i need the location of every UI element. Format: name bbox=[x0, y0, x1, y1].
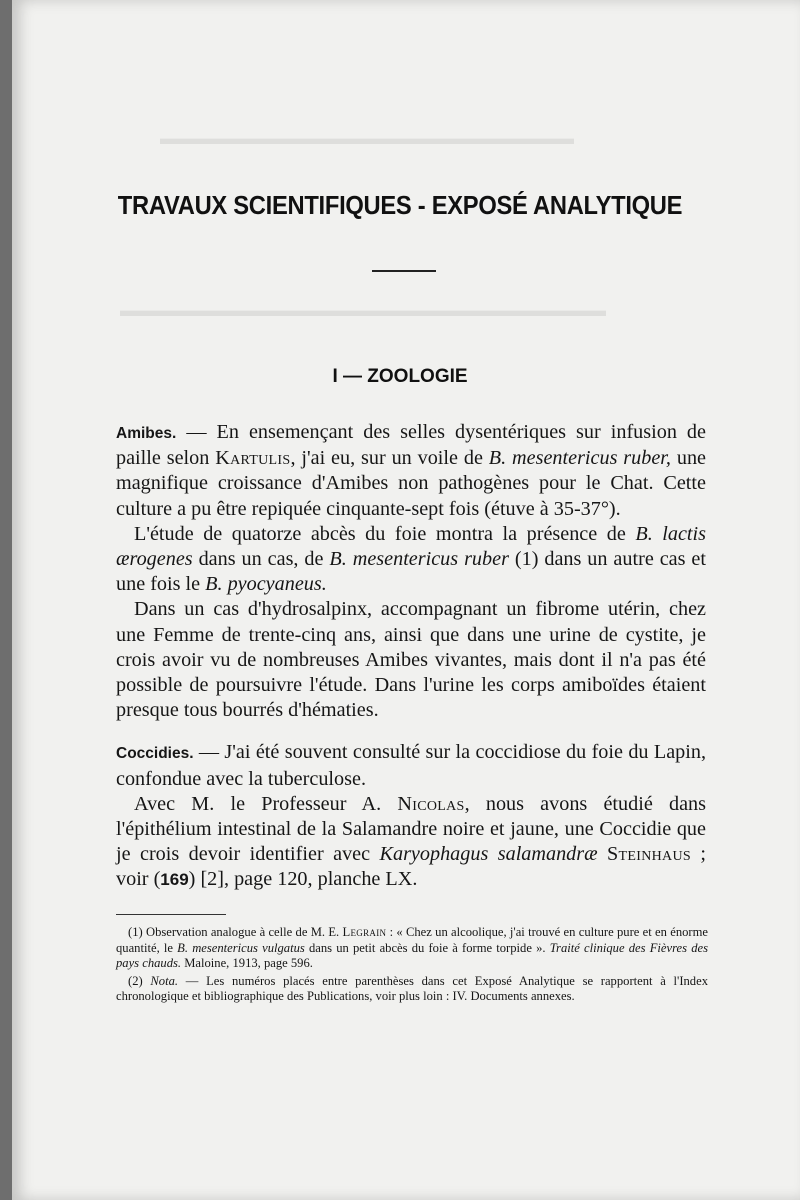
bleed-through-texture: ▬▬▬▬▬▬▬▬▬▬▬▬▬▬▬▬▬▬▬▬▬▬▬▬▬▬▬ bbox=[120, 300, 606, 320]
title-divider bbox=[372, 270, 436, 272]
reference-number: 169 bbox=[160, 870, 189, 890]
paragraph-amibes: Amibes. — En ensemençant des selles dysentériques sur infusion de paille selon Kartulis, j'ai eu, sur un voile de B. mesentericus ruber, une magnifique croissance d'Amibes non pathogènes pour le Chat. Cette culture a pu être repiquée cinquante-sept fois (étuve à 35-37°). bbox=[116, 421, 707, 520]
main-text bbox=[116, 420, 706, 893]
footnote-1: (1) Observation analogue à celle de M. E. Legrain : « Chez un alcoolique, j'ai trouvé en culture pure et en énorme quantité, le B. mesentericus vulgatus dans un petit abcès du foie à forme torpide ». Traité clinique des Fièvres des pays chauds. Maloine, 1913, page 596. bbox=[116, 925, 708, 971]
footnotes bbox=[116, 925, 708, 1007]
lead-coccidies: Coccidies. bbox=[116, 745, 194, 763]
species-name: B. lactis ærogenes bbox=[116, 522, 707, 571]
author-name: Steinhaus bbox=[607, 843, 691, 866]
paragraph-salamandre: Avec M. le Professeur A. Nicolas, nous avons étudié dans l'épithélium intestinal de la Salamandre noire et jaune, une Coccidie que je crois devoir identifier avec Karyophagus salamandræ Steinhaus ; voir (169) [2], page 120, planche LX. bbox=[116, 792, 706, 891]
footnote-divider bbox=[116, 914, 226, 915]
species-name: B. mesentericus ruber bbox=[329, 548, 509, 571]
species-name: Karyophagus salamandræ bbox=[379, 843, 598, 866]
species-name: B. mesentericus ruber, bbox=[488, 447, 671, 470]
nota-label: Nota. bbox=[150, 973, 179, 988]
species-name: B. pyocyaneus. bbox=[205, 573, 327, 596]
author-name: Legrain bbox=[342, 925, 387, 939]
book-title: Traité clinique des Fièvres des pays chauds. bbox=[116, 940, 708, 971]
page-title: TRAVAUX SCIENTIFIQUES - EXPOSÉ ANALYTIQUE bbox=[117, 192, 683, 220]
section-heading: I — ZOOLOGIE bbox=[332, 366, 468, 387]
footnote-2: (2) Nota. — Les numéros placés entre parenthèses dans cet Exposé Analytique se rapportent à l'Index chronologique et bibliographique des Publications, voir plus loin : IV. Documents annexes. bbox=[116, 973, 708, 1004]
author-name: Nicolas bbox=[397, 792, 465, 815]
paragraph-coccidies: Coccidies. — J'ai été souvent consulté sur la coccidiose du foie du Lapin, confondue avec la tuberculose. bbox=[116, 741, 706, 790]
author-name: Kartulis bbox=[215, 447, 291, 470]
lead-amibes: Amibes. bbox=[116, 425, 177, 442]
paragraph-hydrosalpinx: Dans un cas d'hydrosalpinx, accompagnant un fibrome utérin, chez une Femme de trente-cinq ans, ainsi que dans une urine de cystite, je crois avoir vu de nombreuses Amibes vivantes, mais dont il n'a pas été possible de poursuivre l'étude. Dans l'urine les corps amiboïdes étaient presque tous bourrés d'hématies. bbox=[116, 598, 706, 722]
paragraph-abces: L'étude de quatorze abcès du foie montra la présence de B. lactis ærogenes dans un cas, de B. mesentericus ruber (1) dans un autre cas et une fois le B. pyocyaneus. bbox=[116, 522, 707, 596]
bleed-through-texture: ▬▬▬▬▬▬▬▬▬▬▬▬▬▬▬▬▬▬▬▬▬▬▬ bbox=[160, 128, 574, 148]
species-name: B. mesentericus vulgatus bbox=[177, 940, 305, 955]
